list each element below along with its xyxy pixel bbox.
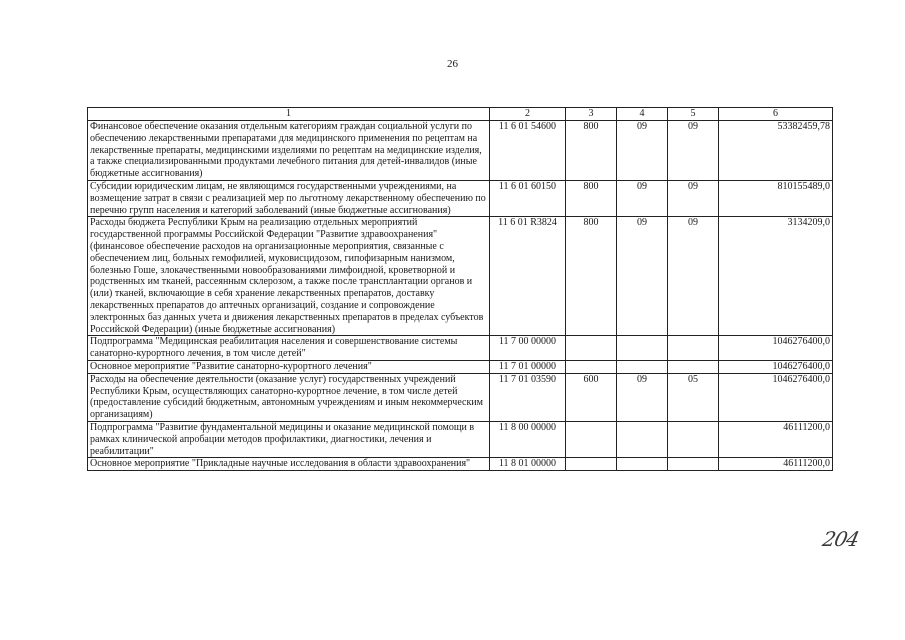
- row-col3: [566, 336, 617, 361]
- row-description: Субсидии юридическим лицам, не являющимся государственными учреждениями, на возмещение затрат в связи с реализацией мер по льготному лекарственному обеспечению по перечню групп населения и категорий заболеваний (иные бюджетные ассигнования): [88, 180, 490, 216]
- row-col5: 09: [668, 217, 719, 336]
- row-code: 11 7 01 00000: [490, 360, 566, 373]
- row-code: 11 7 01 03590: [490, 373, 566, 421]
- row-amount: 3134209,0: [719, 217, 833, 336]
- page-number: 26: [447, 58, 458, 70]
- row-code: 11 6 01 54600: [490, 121, 566, 181]
- row-col5: 09: [668, 121, 719, 181]
- row-col3: 800: [566, 217, 617, 336]
- row-code: 11 8 00 00000: [490, 421, 566, 457]
- table-row: [88, 336, 833, 361]
- row-description: Основное мероприятие "Развитие санаторно-курортного лечения": [88, 360, 490, 373]
- row-col3: [566, 458, 617, 471]
- row-description: Финансовое обеспечение оказания отдельным категориям граждан социальной услуги по обеспечению лекарственными препаратами для медицинского применения по рецептам на лекарственные препараты, медицинскими изделиями по рецептам на медицинские изделия, а также специализированными продуктами лечебного питания для детей-инвалидов (иные бюджетные ассигнования): [88, 121, 490, 181]
- row-col3: 800: [566, 121, 617, 181]
- row-amount: 1046276400,0: [719, 336, 833, 361]
- row-description: Расходы на обеспечение деятельности (оказание услуг) государственных учреждений Республики Крым, осуществляющих санаторно-курортное лечение, в том числе детей (предоставление субсидий бюджетным, автономным учреждениям и иным некоммерческим организациям): [88, 373, 490, 421]
- row-col5: [668, 336, 719, 361]
- row-amount: 46111200,0: [719, 458, 833, 471]
- row-description: Расходы бюджета Республики Крым на реализацию отдельных мероприятий государственной программы Российской Федерации "Развитие здравоохранения" (финансовое обеспечение расходов на организационные мероприятия, связанные с обеспечением лиц, больных гемофилией, муковисцидозом, гипофизарным нанизмом, болезнью Гоше, злокачественными новообразованиями лимфоидной, кроветворной и родственных им тканей, рассеянным склерозом, а также после трансплантации органов и (или) тканей, включающие в себя хранение лекарственных препаратов, доставку лекарственных препаратов до аптечных организаций, создание и сопровождение электронных баз данных учета и движения лекарственных препаратов в пределах субъектов Российской Федерации) (иные бюджетные ассигнования): [88, 217, 490, 336]
- row-col3: 800: [566, 180, 617, 216]
- row-col3: [566, 421, 617, 457]
- row-col5: [668, 360, 719, 373]
- column-header: 1: [88, 108, 490, 121]
- table-row: [88, 180, 833, 216]
- row-col4: [617, 360, 668, 373]
- row-col4: [617, 458, 668, 471]
- row-amount: 810155489,0: [719, 180, 833, 216]
- row-code: 11 6 01 R3824: [490, 217, 566, 336]
- row-col5: [668, 458, 719, 471]
- row-col5: [668, 421, 719, 457]
- table-row: [88, 121, 833, 181]
- column-header: 4: [617, 108, 668, 121]
- table-row: [88, 373, 833, 421]
- row-col5: 09: [668, 180, 719, 216]
- row-col5: 05: [668, 373, 719, 421]
- column-header: 5: [668, 108, 719, 121]
- row-col4: [617, 421, 668, 457]
- row-col4: 09: [617, 121, 668, 181]
- table-row: [88, 217, 833, 336]
- row-col4: 09: [617, 217, 668, 336]
- table-row: [88, 421, 833, 457]
- row-description: Подпрограмма "Медицинская реабилитация населения и совершенствование системы санаторно-курортного лечения, в том числе детей": [88, 336, 490, 361]
- row-col4: 09: [617, 180, 668, 216]
- row-col4: [617, 336, 668, 361]
- column-header: 3: [566, 108, 617, 121]
- row-code: 11 7 00 00000: [490, 336, 566, 361]
- row-code: 11 6 01 60150: [490, 180, 566, 216]
- row-amount: 46111200,0: [719, 421, 833, 457]
- budget-table: [87, 107, 833, 471]
- row-amount: 1046276400,0: [719, 360, 833, 373]
- handwritten-page-mark: 204: [820, 527, 861, 551]
- row-description: Основное мероприятие "Прикладные научные исследования в области здравоохранения": [88, 458, 490, 471]
- row-col4: 09: [617, 373, 668, 421]
- row-col3: 600: [566, 373, 617, 421]
- column-header: 6: [719, 108, 833, 121]
- table-header-row: [88, 108, 833, 121]
- row-col3: [566, 360, 617, 373]
- row-amount: 1046276400,0: [719, 373, 833, 421]
- table-row: [88, 458, 833, 471]
- row-description: Подпрограмма "Развитие фундаментальной медицины и оказание медицинской помощи в рамках клинической апробации методов профилактики, диагностики, лечения и реабилитации": [88, 421, 490, 457]
- table-row: [88, 360, 833, 373]
- column-header: 2: [490, 108, 566, 121]
- row-amount: 53382459,78: [719, 121, 833, 181]
- row-code: 11 8 01 00000: [490, 458, 566, 471]
